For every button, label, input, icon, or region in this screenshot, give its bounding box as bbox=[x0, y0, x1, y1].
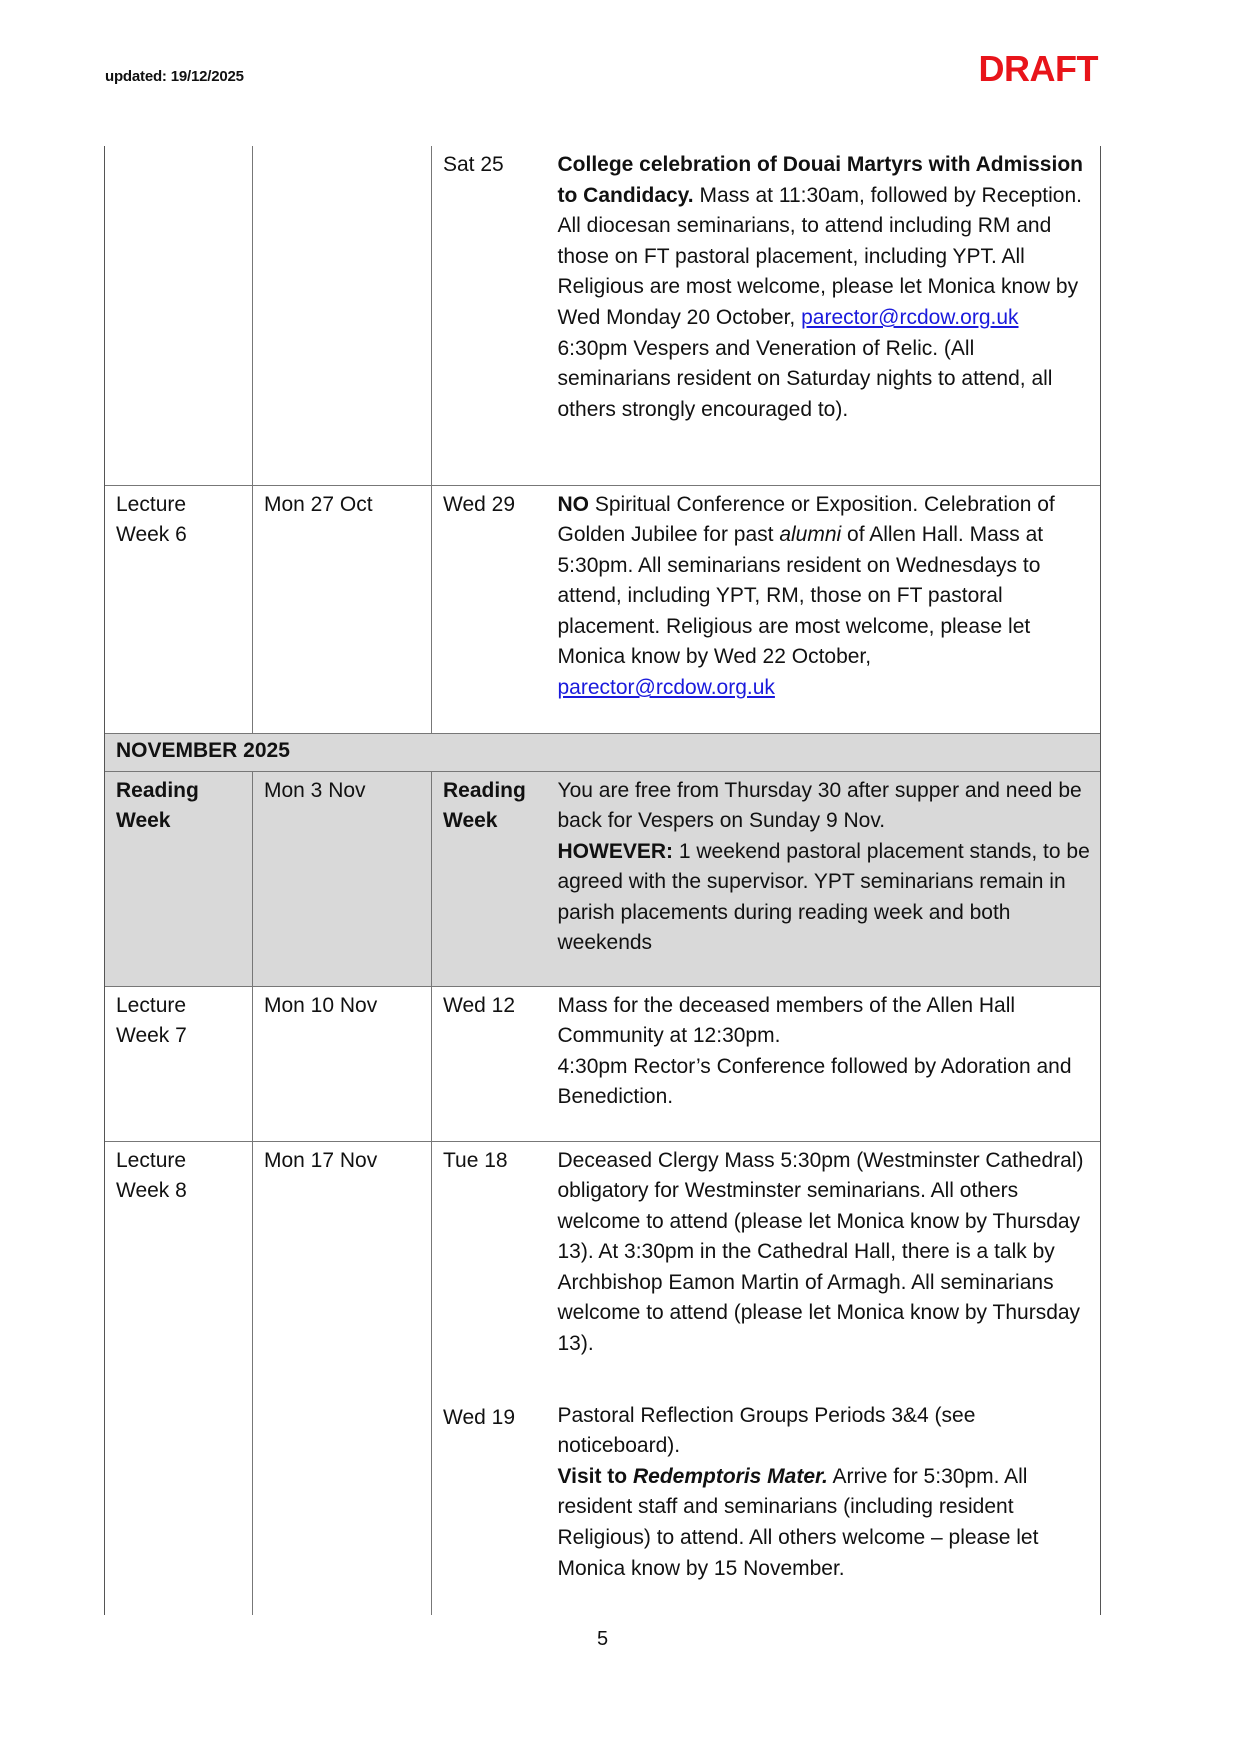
start-date-cell bbox=[253, 146, 432, 485]
week-cell: Lecture Week 8 bbox=[105, 1141, 253, 1615]
details-cell bbox=[552, 986, 1101, 1141]
event-text: Arrive for 5:30pm. All resident staff and seminarians (including resident Religious) to attend. All others welcome – please let Monica know by 15 November. bbox=[557, 1464, 1039, 1580]
month-header: NOVEMBER 2025 bbox=[105, 733, 1101, 771]
event-text: You are free from Thursday 30 after supper and need be back for Vespers on Sunday 9 Nov. bbox=[557, 778, 1082, 833]
week-cell: Lecture Week 7 bbox=[105, 986, 253, 1141]
event-title-italic: Redemptoris Mater. bbox=[632, 1464, 828, 1488]
event-text: Mass for the deceased members of the Allen Hall Community at 12:30pm. bbox=[557, 993, 1016, 1048]
day-cell: Wed 12 bbox=[432, 986, 552, 1141]
event-title: Visit to bbox=[557, 1464, 633, 1488]
week-cell: Reading Week bbox=[105, 771, 253, 986]
event-text: Mass at 11:30am, followed by Reception. All diocesan seminarians, to attend including RM and those on FT pastoral placement, including YPT. All Religious are most welcome, please let Monica know by Wed Monday 20 October, bbox=[557, 183, 1082, 329]
event-entry bbox=[558, 1401, 1091, 1585]
details-cell bbox=[552, 146, 1101, 485]
start-date-cell: Mon 17 Nov bbox=[253, 1141, 432, 1615]
table-row bbox=[105, 146, 1101, 485]
emphasis-text: NO bbox=[557, 492, 589, 516]
emphasis-text: HOWEVER: bbox=[557, 839, 673, 863]
event-text: of Allen Hall. Mass at 5:30pm. All seminarians resident on Wednesdays to attend, including YPT, RM, those on FT pastoral placement. Religious are most welcome, please let Monica know by Wed 22 October, bbox=[557, 523, 1044, 669]
event-text: 4:30pm Rector’s Conference followed by Adoration and Benediction. bbox=[557, 1054, 1072, 1109]
event-text: Pastoral Reflection Groups Periods 3&4 (see noticeboard). bbox=[557, 1403, 976, 1458]
start-date-cell: Mon 3 Nov bbox=[253, 771, 432, 986]
table-row bbox=[105, 1141, 1101, 1615]
details-cell bbox=[552, 485, 1101, 733]
table-row bbox=[105, 771, 1101, 986]
calendar-table bbox=[104, 146, 1101, 1615]
start-date-cell: Mon 27 Oct bbox=[253, 485, 432, 733]
day-label: Wed 19 bbox=[443, 1406, 515, 1430]
day-cell: Sat 25 bbox=[432, 146, 552, 485]
italic-text: alumni bbox=[779, 523, 842, 547]
email-link[interactable]: parector@rcdow.org.uk bbox=[801, 305, 1019, 329]
week-cell bbox=[105, 146, 253, 485]
day-cell: Wed 29 bbox=[432, 485, 552, 733]
page-number: 5 bbox=[596, 1628, 609, 1650]
week-cell: Lecture Week 6 bbox=[105, 485, 253, 733]
table-row bbox=[105, 485, 1101, 733]
event-text: Spiritual Conference or Exposition. Celebration of Golden Jubilee for past bbox=[557, 492, 1055, 547]
day-label: Tue 18 bbox=[443, 1148, 508, 1172]
updated-date: updated: 19/12/2025 bbox=[105, 68, 244, 85]
month-header-row bbox=[105, 733, 1101, 771]
event-title: College celebration of Douai Martyrs with Admission to Candidacy. bbox=[557, 153, 1083, 207]
details-cell bbox=[552, 1141, 1101, 1615]
event-text: 6:30pm Vespers and Veneration of Relic. (All seminarians resident on Saturday nights to attend, all others strongly encouraged to). bbox=[557, 336, 1053, 421]
details-cell bbox=[552, 771, 1101, 986]
event-text: 1 weekend pastoral placement stands, to be agreed with the supervisor. YPT seminarians remain in parish placements during reading week and both weekends bbox=[557, 839, 1090, 955]
draft-watermark-label: DRAFT bbox=[978, 48, 1098, 89]
table-row bbox=[105, 986, 1101, 1141]
day-cell bbox=[432, 1141, 552, 1615]
event-text: Deceased Clergy Mass 5:30pm (Westminster Cathedral) obligatory for Westminster seminarians. All others welcome to attend (please let Monica know by Thursday 13). At 3:30pm in the Cathedral Hall, there is a talk by Archbishop Eamon Martin of Armagh. All seminarians welcome to attend (please let Monica know by Thursday 13). bbox=[557, 1148, 1084, 1356]
start-date-cell: Mon 10 Nov bbox=[253, 986, 432, 1141]
day-cell: Reading Week bbox=[432, 771, 552, 986]
email-link[interactable]: parector@rcdow.org.uk bbox=[557, 676, 775, 700]
